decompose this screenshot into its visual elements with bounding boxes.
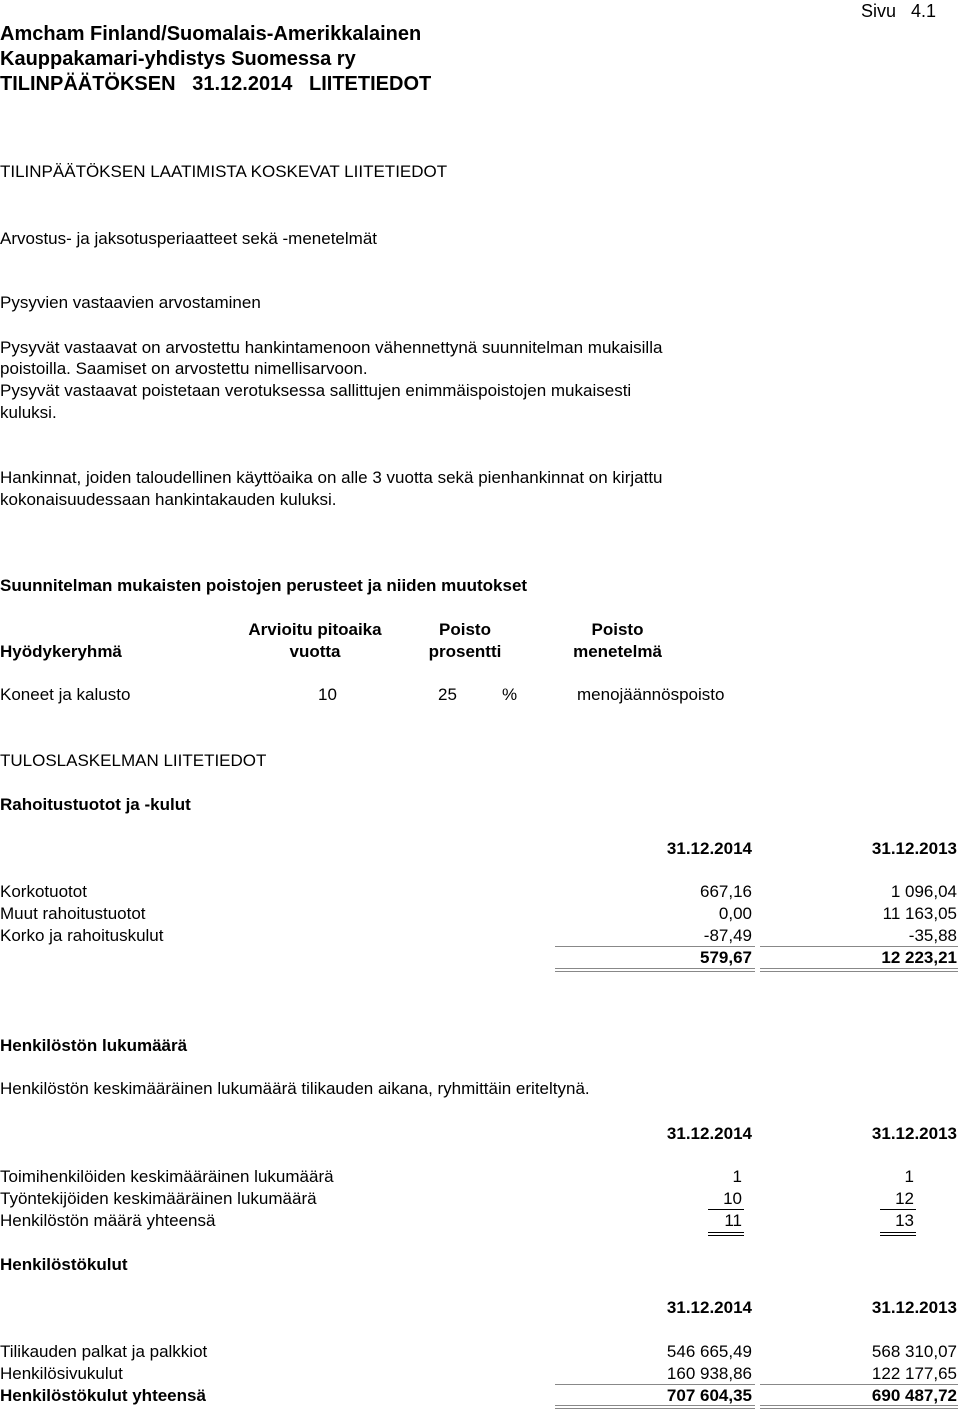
table-row-label: Henkilöstön määrä yhteensä <box>0 1211 216 1230</box>
col-header-rate-unit: prosentti <box>428 642 502 661</box>
total-rule <box>708 1232 744 1233</box>
table-cell-2013: 12 <box>895 1189 914 1208</box>
method-cell: menojäännöspoisto <box>577 685 725 704</box>
table-cell-2013: 568 310,07 <box>871 1342 957 1361</box>
rate-cell: 25 <box>438 685 457 704</box>
percent-sign: % <box>502 685 518 704</box>
section-heading-income: TULOSLASKELMAN LIITETIEDOT <box>0 751 267 770</box>
table-cell-2014: 11 <box>724 1211 742 1230</box>
paragraph-line: kokonaisuudessaan hankintakauden kuluksi. <box>0 490 337 509</box>
col-header-2013: 31.12.2013 <box>871 1298 957 1317</box>
org-name-line2: Kauppakamari-yhdistys Suomessa ry <box>0 48 356 70</box>
table-row-label: Korkotuotot <box>0 882 87 901</box>
table-cell-2014: 160 938,86 <box>666 1364 752 1383</box>
paragraph-line: poistoilla. Saamiset on arvostettu nimellisarvoon. <box>0 359 368 378</box>
table-row-label: Toimihenkilöiden keskimääräinen lukumäärä <box>0 1167 334 1186</box>
col-header-2014: 31.12.2014 <box>666 839 752 858</box>
table-cell-2014: 667,16 <box>700 882 752 901</box>
table-cell-2013: 13 <box>895 1211 914 1230</box>
heading-staff-count: Henkilöstön lukumäärä <box>0 1036 188 1055</box>
table-cell-2013: -35,88 <box>908 926 957 945</box>
heading-depreciation: Suunnitelman mukaisten poistojen perusteet ja niiden muutokset <box>0 576 528 595</box>
table-total-label: Henkilöstökulut yhteensä <box>0 1386 206 1405</box>
table-cell-2014: 546 665,49 <box>666 1342 752 1361</box>
section-heading-preparation: TILINPÄÄTÖKSEN LAATIMISTA KOSKEVAT LIITETIEDOT <box>0 162 448 181</box>
col-header-2014: 31.12.2014 <box>666 1124 752 1143</box>
col-header-asset-group: Hyödykeryhmä <box>0 642 122 661</box>
total-rule <box>880 1235 916 1236</box>
total-double-rule <box>555 968 755 972</box>
total-double-rule <box>760 1405 958 1409</box>
table-row-label: Korko ja rahoituskulut <box>0 926 164 945</box>
col-header-method-name: menetelmä <box>573 642 662 661</box>
col-header-method: Poisto <box>591 620 644 639</box>
heading-fixed-assets: Pysyvien vastaavien arvostaminen <box>0 293 261 312</box>
col-header-life: Arvioitu pitoaika <box>248 620 382 639</box>
paragraph-line: Pysyvät vastaavat poistetaan verotuksessa sallittujen enimmäispoistojen mukaisesti <box>0 381 632 400</box>
paragraph-line: kuluksi. <box>0 403 57 422</box>
col-header-2013: 31.12.2013 <box>871 1124 957 1143</box>
life-cell: 10 <box>318 685 337 704</box>
table-cell-2014: 0,00 <box>718 904 752 923</box>
table-cell-2013: 11 163,05 <box>882 904 957 923</box>
total-2013: 690 487,72 <box>871 1386 957 1405</box>
asset-group-cell: Koneet ja kalusto <box>0 685 131 704</box>
total-rule <box>708 1235 744 1236</box>
staff-intro: Henkilöstön keskimääräinen lukumäärä tilikauden aikana, ryhmittäin eriteltynä. <box>0 1079 590 1098</box>
col-header-2014: 31.12.2014 <box>666 1298 752 1317</box>
table-row-label: Tilikauden palkat ja palkkiot <box>0 1342 208 1361</box>
paragraph-line: Hankinnat, joiden taloudellinen käyttöaika on alle 3 vuotta sekä pienhankinnat on kirjattu <box>0 468 663 487</box>
col-header-rate: Poisto <box>439 620 491 639</box>
document-title: TILINPÄÄTÖKSEN 31.12.2014 LIITETIEDOT <box>0 73 432 95</box>
col-header-2013: 31.12.2013 <box>871 839 957 858</box>
total-2013: 12 223,21 <box>881 948 957 967</box>
total-double-rule <box>555 1405 755 1409</box>
heading-finance: Rahoitustuotot ja -kulut <box>0 795 191 814</box>
total-2014: 579,67 <box>700 948 752 967</box>
table-row-label: Työntekijöiden keskimääräinen lukumäärä <box>0 1189 317 1208</box>
col-header-life-unit: vuotta <box>289 642 341 661</box>
org-name-line1: Amcham Finland/Suomalais-Amerikkalainen <box>0 23 422 45</box>
table-row-label: Muut rahoitustuotot <box>0 904 146 923</box>
table-cell-2014: 1 <box>732 1167 742 1186</box>
heading-staff-costs: Henkilöstökulut <box>0 1255 128 1274</box>
table-cell-2013: 1 096,04 <box>890 882 957 901</box>
table-cell-2014: -87,49 <box>703 926 752 945</box>
paragraph-line: Pysyvät vastaavat on arvostettu hankintamenoon vähennettynä suunnitelman mukaisilla <box>0 338 663 357</box>
subheading-valuation: Arvostus- ja jaksotusperiaatteet sekä -menetelmät <box>0 229 378 248</box>
total-2014: 707 604,35 <box>666 1386 752 1405</box>
total-rule <box>880 1232 916 1233</box>
table-cell-2014: 10 <box>723 1189 742 1208</box>
page-number: Sivu 4.1 <box>861 1 937 21</box>
table-row-label: Henkilösivukulut <box>0 1364 123 1383</box>
table-cell-2013: 1 <box>904 1167 914 1186</box>
table-cell-2013: 122 177,65 <box>871 1364 957 1383</box>
total-double-rule <box>760 968 958 972</box>
